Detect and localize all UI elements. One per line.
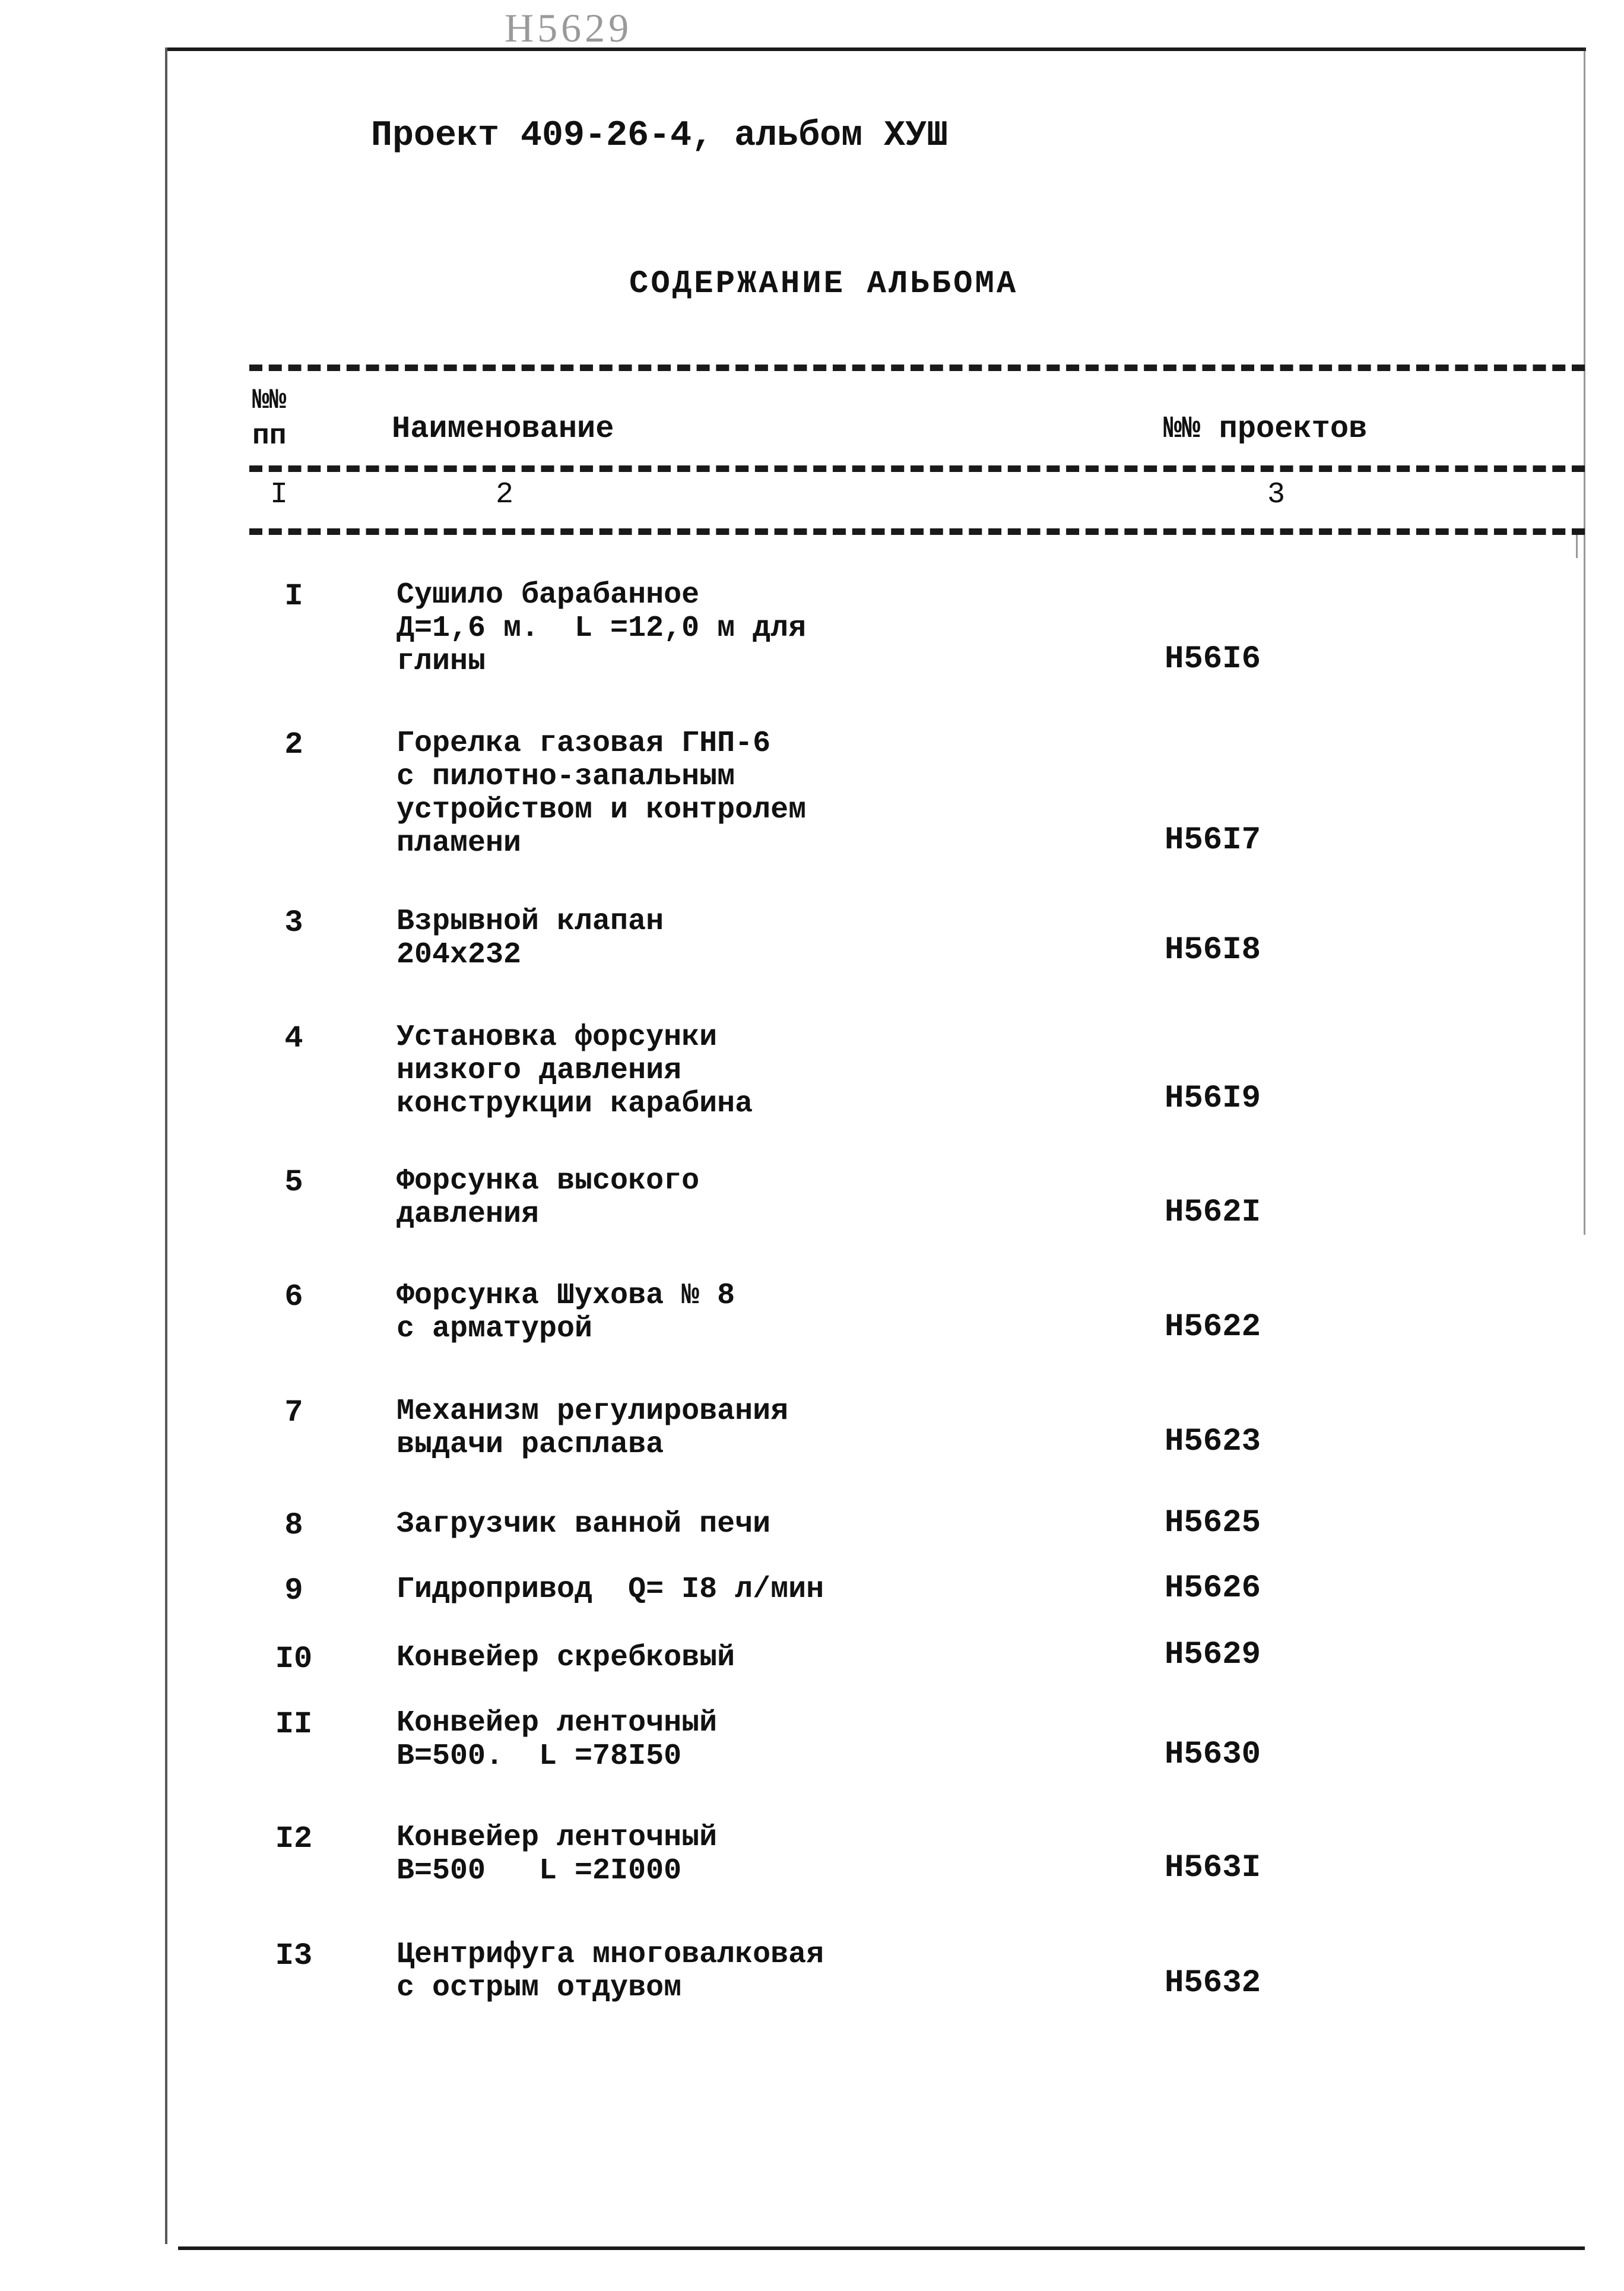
table-rule-numbers	[249, 528, 1585, 535]
row-name: Установка форсунки низкого давления конструкции карабина	[397, 1021, 753, 1121]
row-number: I3	[275, 1938, 313, 1973]
row-name: Форсунка высокого давления	[397, 1164, 700, 1231]
archive-number: H5629	[505, 5, 633, 50]
row-name: Конвейер скребковый	[397, 1641, 735, 1675]
row-project-code: H5630	[1165, 1737, 1261, 1773]
table-rule-top	[249, 365, 1585, 371]
table-rule-header	[249, 465, 1585, 472]
column-number-3: 3	[1267, 478, 1286, 512]
row-project-code: H5623	[1165, 1424, 1261, 1460]
row-project-code: H56I6	[1165, 641, 1261, 677]
row-project-code: H56I8	[1165, 932, 1261, 968]
row-name: Взрывной клапан 204х232	[397, 905, 664, 972]
row-number: 7	[284, 1395, 303, 1430]
row-project-code: H563I	[1165, 1850, 1261, 1886]
row-number: 6	[284, 1279, 303, 1314]
row-project-code: H56I9	[1165, 1080, 1261, 1117]
frame-bottom-line	[178, 2246, 1585, 2250]
row-number: 3	[284, 905, 303, 940]
row-name: Конвейер ленточный В=500 L =2I000	[397, 1821, 718, 1888]
row-number: 9	[284, 1573, 303, 1608]
row-name: Горелка газовая ГНП-6 с пилотно-запальным устройством и контролем пламени	[397, 727, 807, 860]
column-header-project: №№ проектов	[1163, 411, 1368, 446]
row-project-code: H5626	[1165, 1570, 1261, 1606]
row-project-code: H562I	[1165, 1194, 1261, 1231]
column-number-2: 2	[496, 478, 514, 512]
row-name: Сушило барабанное Д=1,6 м. L =12,0 м для глины	[397, 578, 807, 679]
frame-top-line	[167, 47, 1586, 51]
page-title: СОДЕРЖАНИЕ АЛЬБОМА	[629, 266, 1019, 302]
frame-mark	[1576, 534, 1578, 558]
column-header-name: Наименование	[392, 411, 614, 446]
row-project-code: H56I7	[1165, 822, 1261, 858]
row-number: I2	[275, 1821, 313, 1856]
row-name: Центрифуга многовалковая с острым отдувом	[397, 1938, 824, 2005]
frame-right-line	[1584, 47, 1585, 1235]
row-name: Форсунка Шухова № 8 с арматурой	[397, 1279, 735, 1346]
row-name: Гидропривод Q= I8 л/мин	[397, 1573, 824, 1606]
row-name: Конвейер ленточный В=500. L =78I50	[397, 1706, 718, 1773]
frame-left-line	[165, 47, 167, 2244]
row-number: I0	[275, 1642, 313, 1677]
row-project-code: H5632	[1165, 1965, 1261, 2001]
row-number: 5	[284, 1165, 303, 1200]
row-name: Механизм регулирования выдачи расплава	[397, 1395, 789, 1462]
column-number-1: I	[270, 478, 288, 512]
row-project-code: H5622	[1165, 1309, 1261, 1345]
row-project-code: H5625	[1165, 1505, 1261, 1541]
row-project-code: H5629	[1165, 1637, 1261, 1673]
row-number: 4	[284, 1021, 303, 1056]
row-number: II	[275, 1707, 313, 1742]
row-number: I	[284, 579, 303, 614]
row-number: 8	[284, 1508, 303, 1543]
row-number: 2	[284, 727, 303, 762]
row-name: Загрузчик ванной печи	[397, 1507, 771, 1541]
project-header: Проект 409-26-4, альбом ХУШ	[371, 116, 949, 156]
column-header-number: №№ пп	[252, 385, 287, 452]
